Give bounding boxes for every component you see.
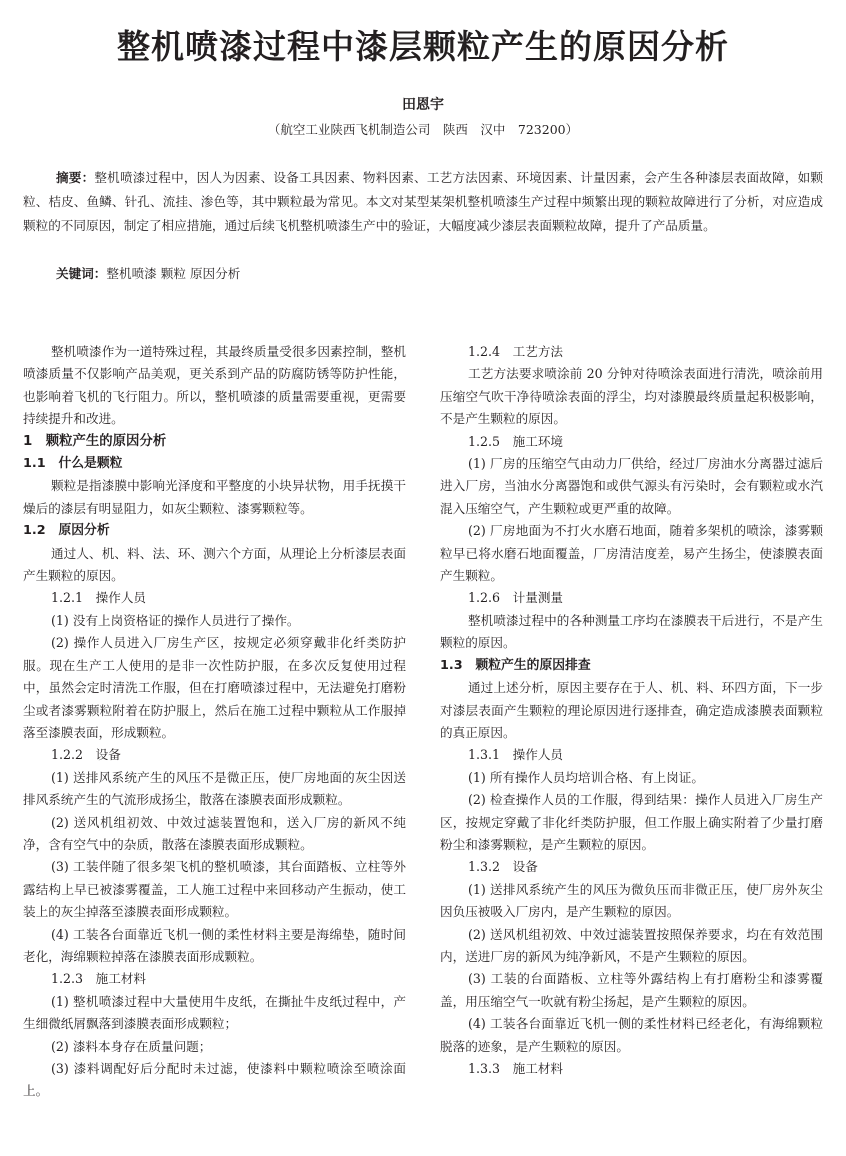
body-paragraph: (1) 没有上岗资格证的操作人员进行了操作。	[51, 612, 300, 628]
body-column-right	[440, 341, 823, 1080]
body-paragraph: (1) 送排风系统产生的风压不是微正压，使厂房地面的灰尘因送排风系统产生的气流形成扬尘，散落在漆膜表面形成颗粒。	[23, 769, 406, 808]
subsection-heading: 1.2 原因分析	[23, 523, 110, 539]
subsubsection-heading: 1.3.1 操作人员	[468, 747, 564, 763]
body-paragraph: 整机喷漆过程中的各种测量工序均在漆膜表干后进行，不是产生颗粒的原因。	[440, 612, 823, 651]
body-paragraph: (4) 工装各台面靠近飞机一侧的柔性材料已经老化，有海绵颗粒脱落的迹象，是产生颗粒的原因。	[440, 1016, 823, 1054]
author-affiliation: （航空工业陕西飞机制造公司 陕西 汉中 723200）	[267, 122, 579, 137]
body-paragraph: 通过上述分析，原因主要存在于人、机、料、环四方面，下一步对漆层表面产生颗粒的理论原因进行逐排查，确定造成漆膜表面颗粒的真正原因。	[440, 680, 823, 740]
body-paragraph: (3) 工装伴随了很多架飞机的整机喷漆，其台面踏板、立柱等外露结构上早已被漆雾覆盖，工人施工过程中来回移动产生振动，使工装上的灰尘掉落至漆膜表面形成颗粒。	[23, 859, 406, 920]
body-paragraph: (2) 送风机组初效、中效过滤装置饱和，送入厂房的新风不纯净，含有空气中的杂质，散落在漆膜表面形成颗粒。	[23, 814, 406, 852]
body-paragraph: (2) 检查操作人员的工作服，得到结果：操作人员进入厂房生产区，按规定穿戴了非化纤类防护服，但工作服上确实附着了少量打磨粉尘和漆雾颗粒，是产生颗粒的原因。	[440, 792, 823, 852]
body-paragraph: (2) 厂房地面为不打火水磨石地面，随着多架机的喷涂，漆雾颗粒早已将水磨石地面覆盖，厂房清洁度差，易产生扬尘，使漆膜表面产生颗粒。	[440, 523, 823, 584]
paper-title: 整机喷漆过程中漆层颗粒产生的原因分析	[117, 27, 729, 66]
body-paragraph: (3) 工装的台面踏板、立柱等外露结构上有打磨粉尘和漆雾覆盖，用压缩空气一吹就有粉尘扬起，是产生颗粒的原因。	[440, 971, 823, 1009]
abstract-label: 摘要：	[56, 170, 95, 185]
body-paragraph: 整机喷漆作为一道特殊过程，其最终质量受很多因素控制，整机喷漆质量不仅影响产品美观，更关系到产品的防腐防锈等防护性能，也影响着飞机的飞行阻力。所以，整机喷漆的质量需要重视，更需要持续提升和改进。	[23, 344, 406, 427]
subsubsection-heading: 1.2.5 施工环境	[468, 433, 564, 449]
body-paragraph: (4) 工装各台面靠近飞机一侧的柔性材料主要是海绵垫，随时间老化，海绵颗粒掉落在漆膜表面形成颗粒。	[23, 926, 406, 964]
subsubsection-heading: 1.2.3 施工材料	[51, 971, 147, 987]
subsection-heading: 1.1 什么是颗粒	[23, 456, 123, 472]
author-name: 田恩宇	[402, 97, 444, 113]
abstract	[23, 166, 823, 238]
body-paragraph: 工艺方法要求喷涂前 20 分钟对待喷涂表面进行清洗，喷涂前用压缩空气吹干净待喷涂表面的浮尘，均对漆膜最终质量起积极影响，不是产生颗粒的原因。	[440, 366, 823, 427]
keywords	[56, 262, 816, 286]
subsubsection-heading: 1.2.2 设备	[51, 747, 121, 763]
abstract-text: 整机喷漆过程中，因人为因素、设备工具因素、物料因素、工艺方法因素、环境因素、计量因素，会产生各种漆层表面故障，如颗粒、桔皮、鱼鳞、针孔、流挂、渗色等，其中颗粒最为常见。本文对某型某架机整机喷漆生产过程中频繁出现的颗粒故障进行了分析，对应造成颗粒的不同原因，制定了相应措施，通过后续飞机整机喷漆生产中的验证，大幅度减少漆层表面颗粒故障，提升了产品质量。	[23, 170, 824, 233]
body-paragraph: (1) 送排风系统产生的风压为微负压而非微正压，使厂房外灰尘因负压被吸入厂房内，是产生颗粒的原因。	[440, 881, 823, 920]
body-paragraph: (1) 厂房的压缩空气由动力厂供给，经过厂房油水分离器过滤后进入厂房，当油水分离器饱和或供气源头有污染时，会有颗粒或水汽混入压缩空气，产生颗粒或更严重的故障。	[440, 456, 823, 516]
body-paragraph: 通过人、机、料、法、环、测六个方面，从理论上分析漆层表面产生颗粒的原因。	[23, 545, 406, 584]
body-paragraph: (1) 整机喷漆过程中大量使用牛皮纸，在撕扯牛皮纸过程中，产生细微纸屑飘落到漆膜表面形成颗粒；	[23, 993, 406, 1032]
section-heading: 1 颗粒产生的原因分析	[23, 433, 167, 449]
body-paragraph: (2) 送风机组初效、中效过滤装置按照保养要求，均在有效范围内，送进厂房的新风为纯净新风，不是产生颗粒的原因。	[440, 926, 823, 964]
body-paragraph: (2) 漆料本身存在质量问题；	[51, 1038, 212, 1054]
subsection-heading: 1.3 颗粒产生的原因排查	[440, 657, 591, 673]
subsubsection-heading: 1.2.1 操作人员	[51, 590, 147, 606]
subsubsection-heading: 1.2.6 计量测量	[468, 590, 564, 606]
body-paragraph: (3) 漆料调配好后分配时未过滤，使漆料中颗粒喷涂至喷涂面上。	[23, 1061, 406, 1099]
subsubsection-heading: 1.2.4 工艺方法	[468, 344, 564, 359]
subsubsection-heading: 1.3.3 施工材料	[468, 1061, 564, 1076]
body-paragraph: (1) 所有操作人员均培训合格、有上岗证。	[468, 769, 704, 785]
subsubsection-heading: 1.3.2 设备	[468, 859, 538, 875]
body-column-left	[23, 341, 406, 1103]
keywords-text: 整机喷漆 颗粒 原因分析	[106, 266, 241, 281]
body-paragraph: 颗粒是指漆膜中影响光泽度和平整度的小块异状物，用手抚摸干燥后的漆层有明显阻力，如灰尘颗粒、漆雾颗粒等。	[23, 478, 406, 516]
keywords-label: 关键词：	[56, 266, 107, 281]
body-paragraph: (2) 操作人员进入厂房生产区，按规定必须穿戴非化纤类防护服。现在生产工人使用的是非一次性防护服，在多次反复使用过程中，虽然会定时清洗工作服，但在打磨喷漆过程中，无法避免打磨粉尘或者漆雾颗粒附着在防护服上，然后在施工过程中颗粒从工作服掉落至漆膜表面，形成颗粒。	[23, 635, 406, 740]
